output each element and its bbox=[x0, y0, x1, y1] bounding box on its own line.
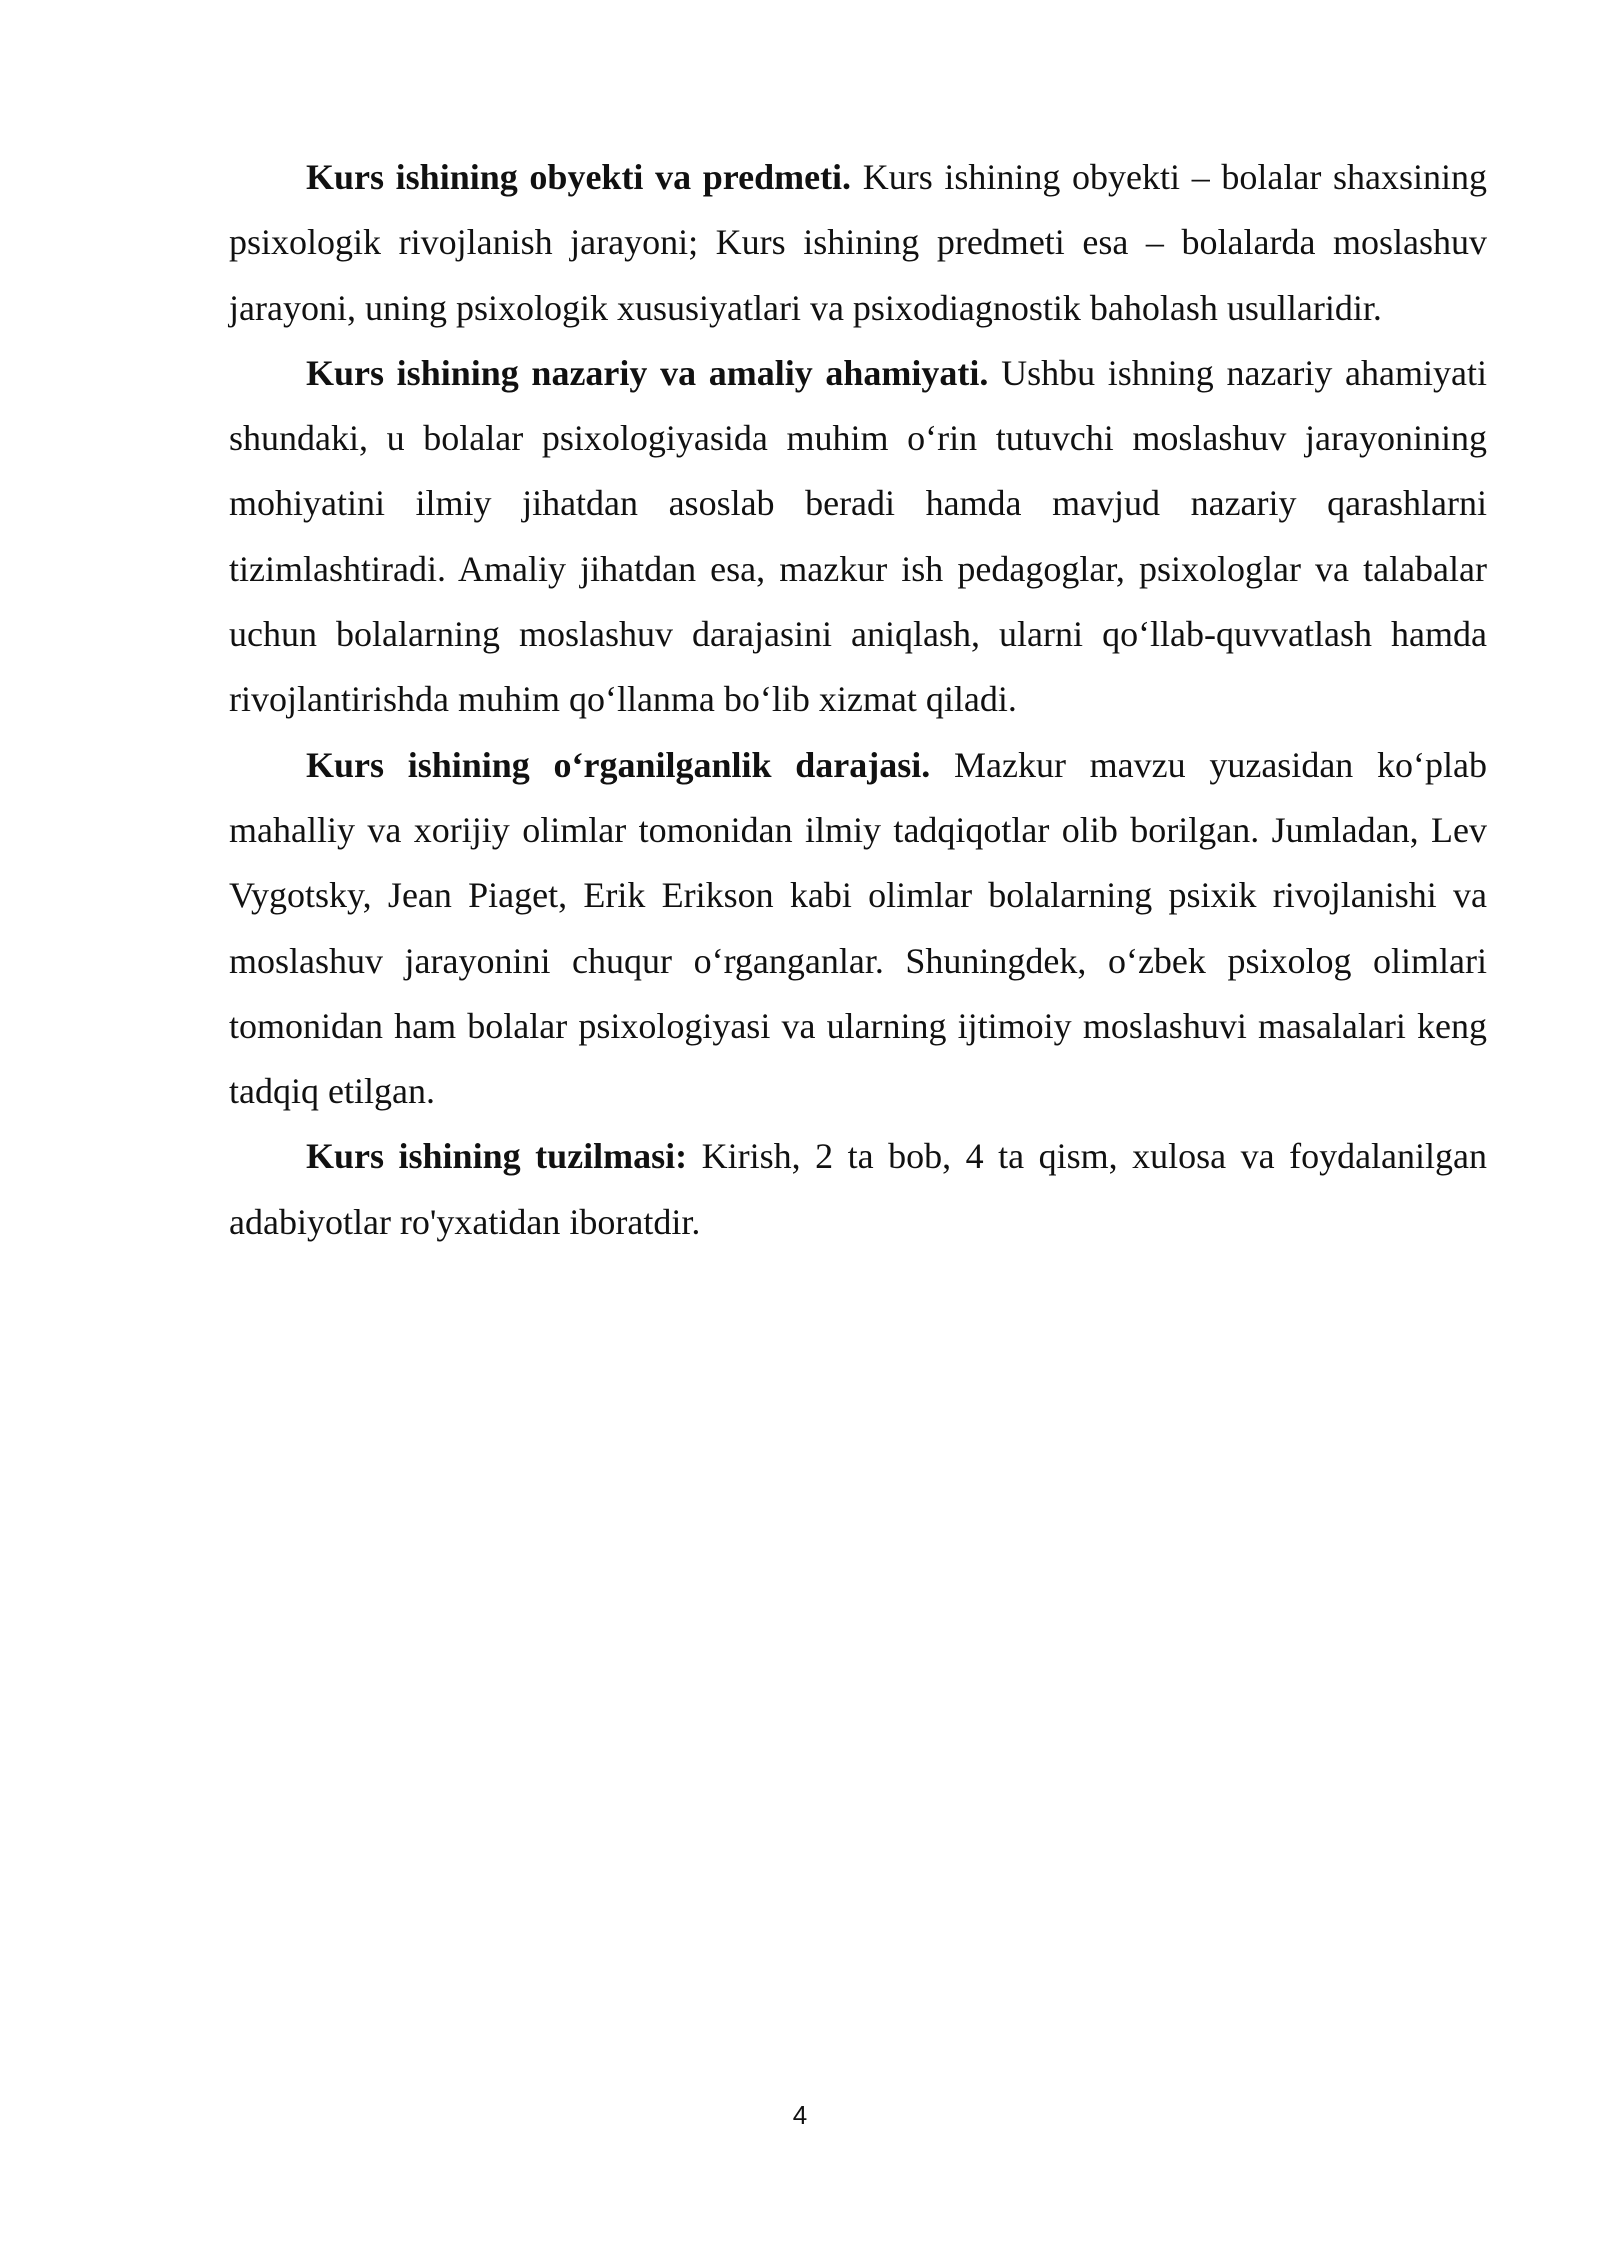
paragraph-heading: Kurs ishining obyekti va predmeti. bbox=[306, 157, 852, 197]
paragraph-object-subject bbox=[229, 145, 1487, 341]
paragraph-significance bbox=[229, 341, 1487, 733]
paragraph-text: Kirish, 2 ta bob, 4 ta qism, xulosa va foydalanilgan adabiyotlar ro'yxatidan iboratdir. bbox=[229, 1136, 1488, 1242]
paragraph-structure bbox=[229, 1124, 1487, 1255]
page-body bbox=[229, 145, 1487, 1255]
paragraph-study-level bbox=[229, 733, 1487, 1125]
page-number: 4 bbox=[792, 2100, 808, 2130]
paragraph-heading: Kurs ishining nazariy va amaliy ahamiyati. bbox=[306, 352, 989, 393]
paragraph-heading: Kurs ishining o‘rganilganlik darajasi. bbox=[306, 744, 931, 785]
paragraph-text: Kurs ishining obyekti – bolalar shaxsining psixologik rivojlanish jarayoni; Kurs ishining predmeti esa – bolalarda moslashuv jarayoni, uning psixologik xususiyatlari va psixodiagnostik baholash usullaridir. bbox=[229, 157, 1487, 328]
paragraph-heading: Kurs ishining tuzilmasi: bbox=[306, 1136, 688, 1177]
paragraph-text: Mazkur mavzu yuzasidan ko‘plab mahalliy va xorijiy olimlar tomonidan ilmiy tadqiqotlar olib borilgan. Jumladan, Lev Vygotsky, Jean Piaget, Erik Erikson kabi olimlar bolalarning psixik rivojlanishi va moslashuv jarayonini chuqur o‘rganganlar. Shuningdek, o‘zbek psixolog olimlari tomonidan ham bolalar psixologiyasi va ularning ijtimoiy moslashuvi masalalari keng tadqiq etilgan. bbox=[229, 744, 1487, 1112]
paragraph-text: Ushbu ishning nazariy ahamiyati shundaki, u bolalar psixologiyasida muhim o‘rin tutuvchi moslashuv jarayonining mohiyatini ilmiy jihatdan asoslab beradi hamda mavjud nazariy qarashlarni tizimlashtiradi. Amaliy jihatdan esa, mazkur ish pedagoglar, psixologlar va talabalar uchun bolalarning moslashuv darajasini aniqlash, ularni qo‘llab-quvvatlash hamda rivojlantirishda muhim qo‘llanma bo‘lib xizmat qiladi. bbox=[229, 352, 1487, 720]
